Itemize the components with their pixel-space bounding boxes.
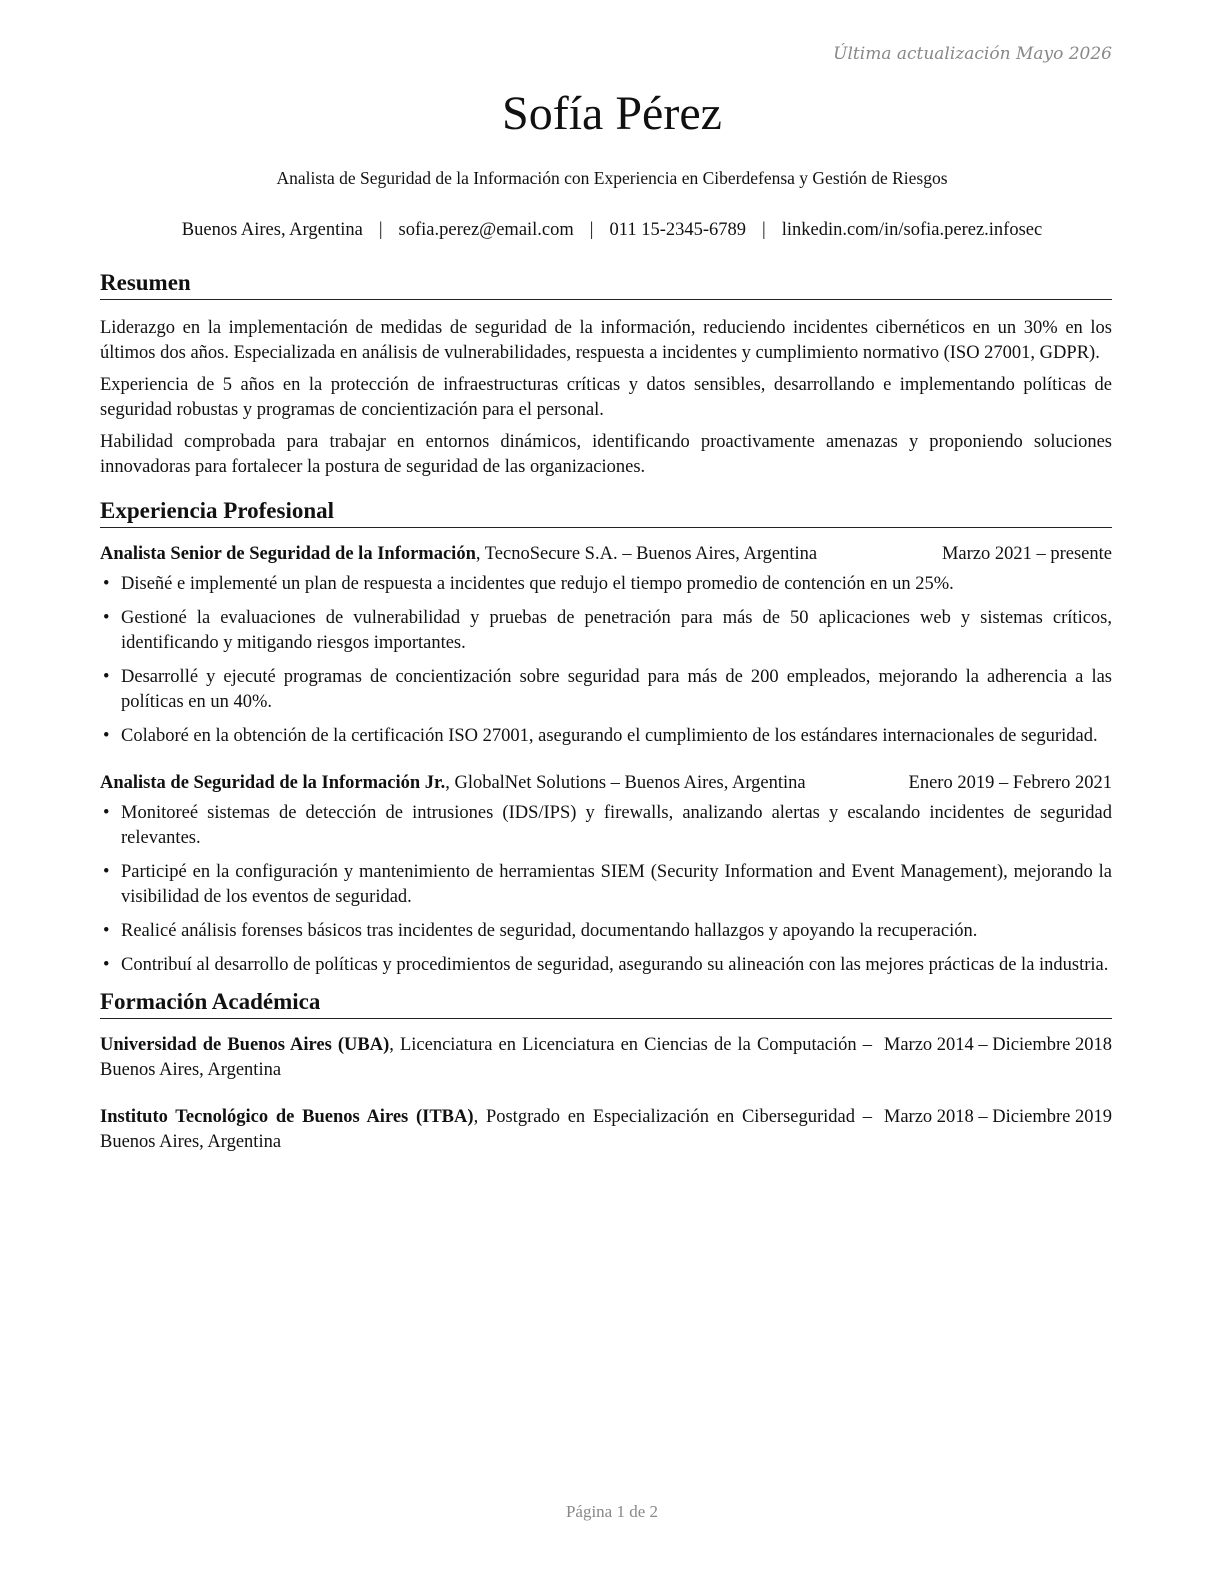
contact-location: Buenos Aires, Argentina <box>181 220 363 240</box>
bullet-icon: • <box>103 574 110 594</box>
education-entry <box>100 1033 1112 1083</box>
contact-phone[interactable]: 011 15-2345-6789 <box>609 220 747 240</box>
page-number: Página 1 de 2 <box>565 1502 659 1521</box>
candidate-name: Sofía Pérez <box>502 87 722 140</box>
list-item <box>100 801 1112 851</box>
job-header <box>100 542 1112 567</box>
job-company: , GlobalNet Solutions – Buenos Aires, Argentina <box>445 773 806 793</box>
bullet-text: Colaboré en la obtención de la certificación ISO 27001, asegurando el cumplimiento de los estándares internacionales de seguridad. <box>121 726 1098 746</box>
list-item <box>100 724 1112 749</box>
contact-linkedin[interactable]: linkedin.com/in/sofia.perez.infosec <box>781 220 1043 240</box>
job-role: Analista de Seguridad de la Información Jr. <box>100 773 446 793</box>
education-heading: Formación Académica <box>100 987 1112 1019</box>
education-section <box>100 987 1112 1155</box>
education-dates: Marzo 2014 – Diciembre 2018 <box>883 1035 1112 1055</box>
bullet-icon: • <box>103 608 110 628</box>
education-header <box>100 1105 1112 1155</box>
education-header <box>100 1033 1112 1083</box>
resume-body <box>100 268 1112 1155</box>
education-entry <box>100 1105 1112 1155</box>
summary-heading: Resumen <box>100 268 1112 300</box>
bullet-icon: • <box>103 921 110 941</box>
bullet-text: Monitoreé sistemas de detección de intrusiones (IDS/IPS) y firewalls, analizando alertas y escalando incidentes de seguridad relevantes. <box>121 803 1112 848</box>
bullet-text: Desarrollé y ejecuté programas de concientización sobre seguridad para más de 200 empleados, mejorando la adherencia a las políticas en un 40%. <box>121 667 1112 712</box>
list-item <box>100 665 1112 715</box>
job-dates: Marzo 2021 – presente <box>941 544 1112 564</box>
list-item <box>100 953 1112 978</box>
bullet-icon: • <box>103 667 110 687</box>
education-degree: , Licenciatura en Licenciatura en Ciencias de la Computación – Buenos Aires, Argentina <box>100 1035 872 1080</box>
education-title-line <box>100 1105 872 1155</box>
bullet-text: Diseñé e implementé un plan de respuesta a incidentes que redujo el tiempo promedio de contención en un 25%. <box>121 574 954 594</box>
contact-separator: | <box>589 220 594 240</box>
summary-paragraph: Liderazgo en la implementación de medidas de seguridad de la información, reduciendo incidentes cibernéticos en un 30% en los últimos dos años. Especializada en análisis de vulnerabilidades, respuesta a incidentes y cumplimiento normativo (ISO 27001, GDPR). <box>100 318 1112 363</box>
summary-paragraph: Habilidad comprobada para trabajar en entornos dinámicos, identificando proactivamente amenazas y proponiendo soluciones innovadoras para fortalecer la postura de seguridad de las organizaciones. <box>100 432 1112 477</box>
list-item <box>100 919 1112 944</box>
experience-section <box>100 496 1112 978</box>
job-company: , TecnoSecure S.A. – Buenos Aires, Argentina <box>475 544 818 564</box>
contact-email[interactable]: sofia.perez@email.com <box>398 220 574 240</box>
contact-separator: | <box>762 220 766 240</box>
list-item <box>100 606 1112 656</box>
job-dates: Enero 2019 – Febrero 2021 <box>908 773 1112 793</box>
list-item <box>100 572 1112 597</box>
bullet-icon: • <box>103 726 110 746</box>
education-degree: , Postgrado en Especialización en Ciberseguridad – Buenos Aires, Argentina <box>100 1107 873 1152</box>
summary-paragraph: Experiencia de 5 años en la protección de infraestructuras críticas y datos sensibles, desarrollando e implementando políticas de seguridad robustas y programas de concientización para el personal. <box>100 375 1112 420</box>
education-school: Universidad de Buenos Aires (UBA) <box>100 1035 390 1055</box>
education-dates: Marzo 2018 – Diciembre 2019 <box>883 1107 1112 1127</box>
job-title-line <box>100 771 905 796</box>
job-achievements <box>100 572 1112 749</box>
education-school: Instituto Tecnológico de Buenos Aires (ITBA) <box>100 1107 474 1127</box>
professional-tagline: Analista de Seguridad de la Información con Experiencia en Ciberdefensa y Gestión de Riesgos <box>276 168 948 188</box>
list-item <box>100 860 1112 910</box>
bullet-text: Gestioné la evaluaciones de vulnerabilidad y pruebas de penetración para más de 50 aplicaciones web y sistemas críticos, identificando y mitigando riesgos importantes. <box>121 608 1112 653</box>
education-title-line <box>100 1033 872 1083</box>
bullet-text: Participé en la configuración y mantenimiento de herramientas SIEM (Security Information and Event Management), mejorando la visibilidad de los eventos de seguridad. <box>121 862 1112 907</box>
job-role: Analista Senior de Seguridad de la Información <box>100 544 476 564</box>
contact-separator: | <box>378 220 383 240</box>
job-header <box>100 771 1112 796</box>
experience-heading: Experiencia Profesional <box>100 496 1112 528</box>
bullet-text: Contribuí al desarrollo de políticas y procedimientos de seguridad, asegurando su alineación con las mejores prácticas de la industria. <box>121 955 1109 975</box>
bullet-icon: • <box>103 803 110 823</box>
contact-line <box>0 220 1224 241</box>
bullet-icon: • <box>103 862 110 882</box>
bullet-text: Realicé análisis forenses básicos tras incidentes de seguridad, documentando hallazgos y apoyando la recuperación. <box>121 921 978 941</box>
summary-section <box>100 268 1112 480</box>
last-updated: Última actualización Mayo 2026 <box>833 44 1112 64</box>
job-entry <box>100 542 1112 749</box>
job-entry <box>100 771 1112 978</box>
job-title-line <box>100 542 938 567</box>
job-achievements <box>100 801 1112 978</box>
bullet-icon: • <box>103 955 110 975</box>
